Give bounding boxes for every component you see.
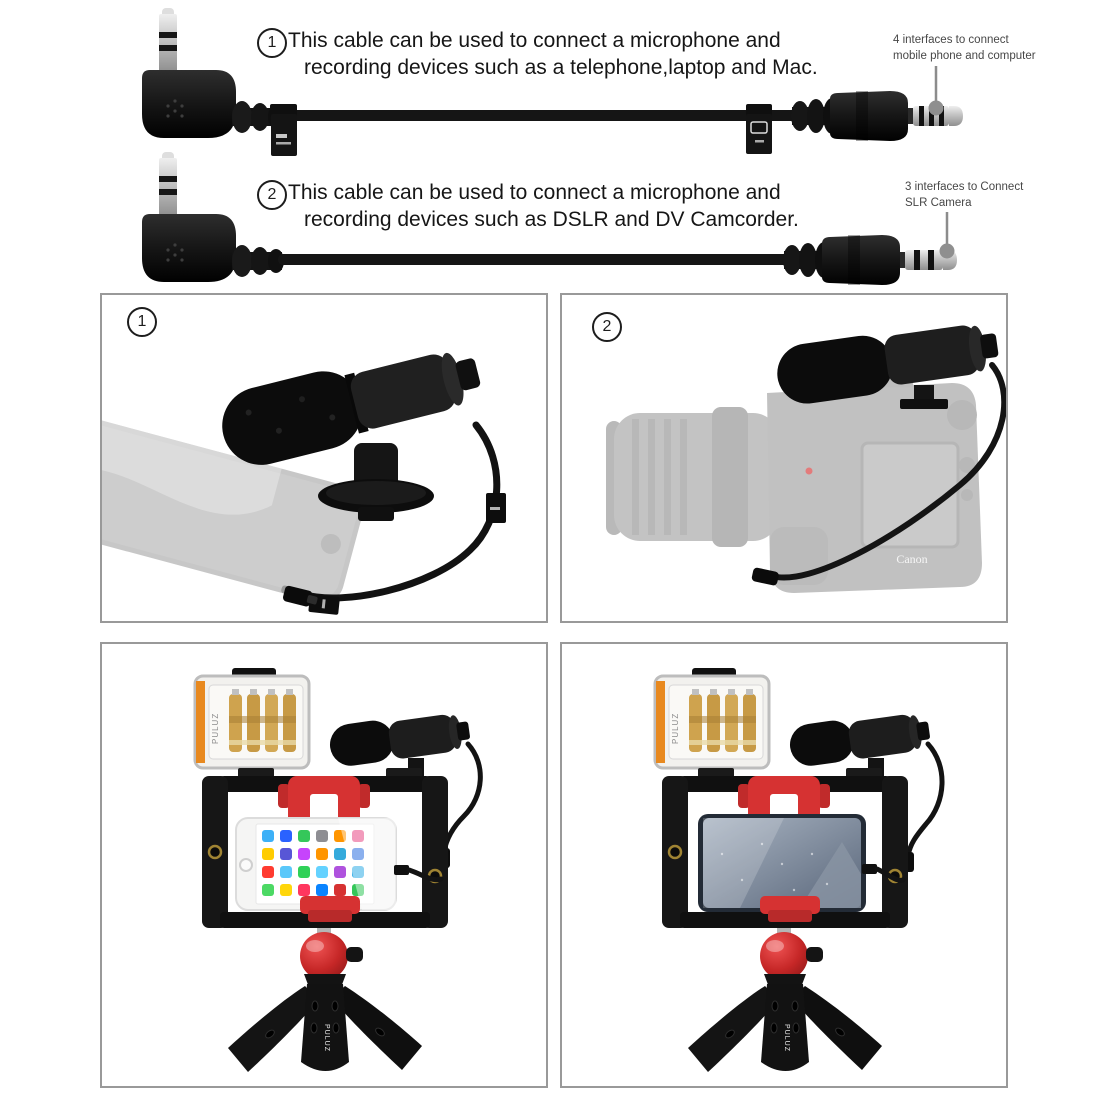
rig-android-illustration [562, 644, 1006, 1086]
figure-1-callout-line1: 4 interfaces to connect [893, 34, 1009, 46]
figure-2-number: 2 [257, 180, 287, 210]
figure-2-caption-line1: This cable can be used to connect a microphone and [288, 181, 781, 204]
figure-2-callout-line2: SLR Camera [905, 196, 972, 209]
cable-2-trs-plug [783, 235, 957, 285]
rig-panel-iphone [100, 642, 548, 1088]
figure-2-caption-line2: recording devices such as DSLR and DV Camcorder. [304, 208, 799, 231]
figure-1-callout [893, 33, 1036, 64]
figure-1-caption-line1: This cable can be used to connect a microphone and [288, 29, 781, 52]
phone-clamp-bottom [300, 896, 360, 922]
ball-head [300, 928, 363, 990]
figure-1-callout-line2: mobile phone and computer [893, 49, 1036, 62]
figure-2-callout-line1: 3 interfaces to Connect [905, 181, 1024, 193]
leader-dot-1 [929, 101, 944, 116]
mini-tripod [228, 984, 422, 1072]
tripod-brand-label: PULUZ [783, 1024, 790, 1052]
cable-1-tag-b [746, 104, 772, 154]
mic-on-dslr-illustration [562, 295, 1006, 621]
usage-panel-phone [100, 293, 548, 623]
camera-brand-label: Canon [896, 552, 928, 566]
panel-2-number: 2 [592, 312, 622, 342]
light-brand-label: PULUZ [671, 712, 680, 744]
figure-1-caption-line2: recording devices such as a telephone,laptop and Mac. [304, 56, 818, 79]
rig-iphone-illustration [102, 644, 546, 1086]
figure-1-caption [288, 27, 818, 81]
cable-1-tag-a [270, 104, 297, 156]
figure-2-caption [288, 179, 799, 233]
light-brand-label: PULUZ [211, 712, 220, 744]
rig-panel-android [560, 642, 1008, 1088]
leader-dot-2 [940, 244, 955, 259]
usage-panel-dslr [560, 293, 1008, 623]
ball-head [760, 928, 823, 990]
phone-clamp-bottom [760, 896, 820, 922]
mic-on-phone-illustration [102, 295, 546, 621]
figure-2-callout [905, 180, 1023, 211]
mini-tripod [688, 984, 882, 1072]
tripod-brand-label: PULUZ [323, 1024, 330, 1052]
panel-1-number: 1 [127, 307, 157, 337]
figure-1-number: 1 [257, 28, 287, 58]
